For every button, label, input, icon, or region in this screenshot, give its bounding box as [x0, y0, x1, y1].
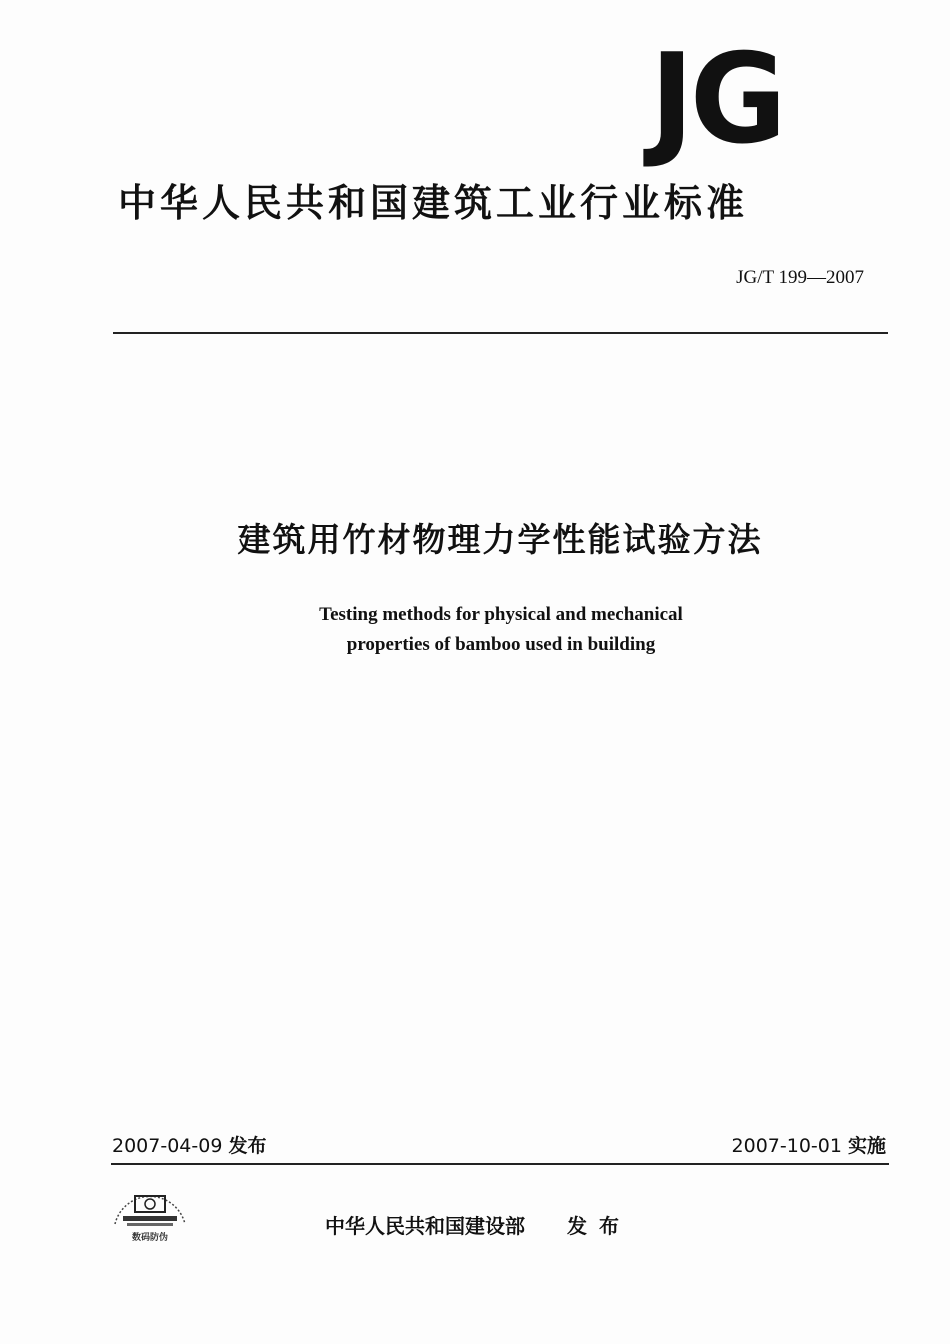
standard-code: JG/T 199—2007	[736, 267, 864, 288]
issue-word: 发布	[228, 1135, 267, 1157]
bottom-divider	[111, 1163, 889, 1165]
standard-category-title: 中华人民共和国建筑工业行业标准	[118, 181, 749, 225]
implementation-date-value: 2007-10-01	[731, 1135, 842, 1157]
english-title-line-1: Testing methods for physical and mechanical	[319, 604, 683, 625]
publisher-name: 中华人民共和国建设部	[325, 1214, 525, 1238]
implementation-word: 实施	[847, 1135, 886, 1157]
anti-counterfeit-stamp	[105, 1178, 195, 1258]
document-title-chinese: 建筑用竹材物理力学性能试验方法	[237, 520, 763, 559]
anti-counterfeit-seal-icon	[105, 1178, 195, 1234]
publish-word: 发布	[567, 1214, 631, 1238]
top-divider	[113, 332, 888, 334]
jg-logo: JG	[650, 25, 783, 171]
document-title-english	[0, 600, 950, 660]
stamp-label: 数码防伪	[131, 1233, 168, 1243]
issue-date	[112, 1134, 266, 1158]
issue-date-value: 2007-04-09	[112, 1135, 223, 1157]
english-title-line-2: properties of bamboo used in building	[346, 634, 656, 655]
implementation-date	[732, 1134, 886, 1158]
publisher-line	[325, 1212, 631, 1240]
